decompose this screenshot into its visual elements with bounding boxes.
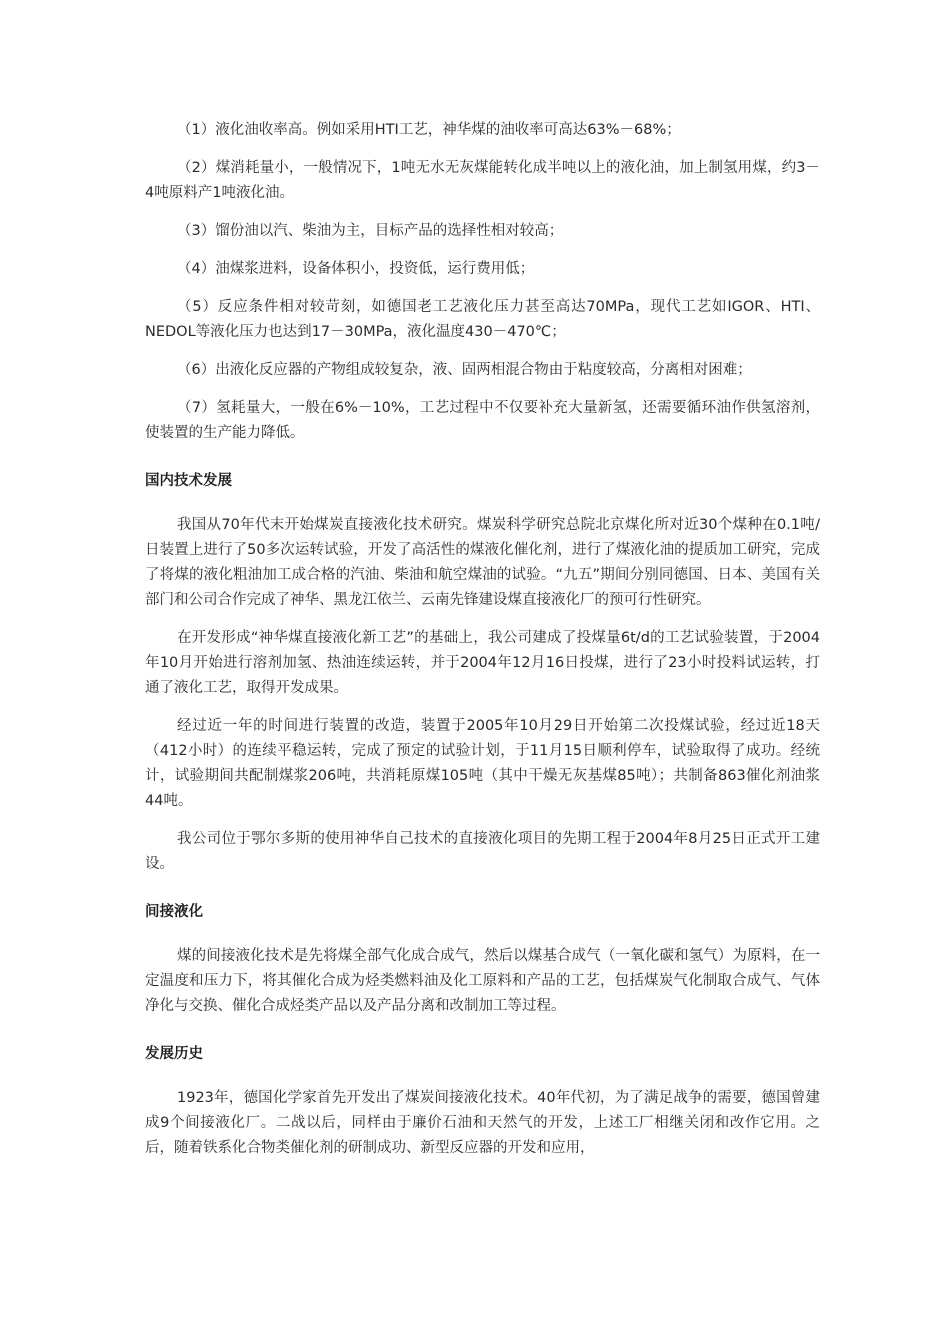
section-heading-indirect: 间接液化 <box>145 904 203 920</box>
list-item-2: （2）煤消耗量小，一般情况下，1吨无水无灰煤能转化成半吨以上的液化油，加上制氢用煤，约3－4吨原料产1吨液化油。 <box>145 160 820 201</box>
section-heading-history: 发展历史 <box>145 1046 203 1062</box>
list-item-7: （7）氢耗量大，一般在6%－10%，工艺过程中不仅要补充大量新氢，还需要循环油作供氢溶剂，使装置的生产能力降低。 <box>145 400 820 441</box>
domestic-paragraph-1: 我国从70年代末开始煤炭直接液化技术研究。煤炭科学研究总院北京煤化所对近30个煤种在0.1吨/日装置上进行了50多次运转试验，开发了高活性的煤液化催化剂，进行了煤液化油的提质加工研究，完成了将煤的液化粗油加工成合格的汽油、柴油和航空煤油的试验。“九五”期间分别同德国、日本、美国有关部门和公司合作完成了神华、黑龙江依兰、云南先锋建设煤直接液化厂的预可行性研究。 <box>145 517 820 608</box>
history-paragraph-1: 1923年，德国化学家首先开发出了煤炭间接液化技术。40年代初，为了满足战争的需要，德国曾建成9个间接液化厂。二战以后，同样由于廉价石油和天然气的开发，上述工厂相继关闭和改作它用。之后，随着铁系化合物类催化剂的研制成功、新型反应器的开发和应用， <box>145 1090 820 1156</box>
list-item-4: （4）油煤浆进料，设备体积小，投资低，运行费用低； <box>177 261 535 277</box>
document-page <box>145 118 820 1174</box>
section-heading-domestic: 国内技术发展 <box>145 473 232 489</box>
list-item-5: （5）反应条件相对较苛刻，如德国老工艺液化压力甚至高达70MPa，现代工艺如IGOR、HTI、NEDOL等液化压力也达到17－30MPa，液化温度430－470℃； <box>145 299 820 340</box>
list-item-1: （1）液化油收率高。例如采用HTI工艺，神华煤的油收率可高达63%－68%； <box>177 122 681 138</box>
domestic-paragraph-3: 经过近一年的时间进行装置的改造，装置于2005年10月29日开始第二次投煤试验，经过近18天（412小时）的连续平稳运转，完成了预定的试验计划，于11月15日顺利停车，试验取得了成功。经统计，试验期间共配制煤浆206吨，共消耗原煤105吨（其中干燥无灰基煤85吨）；共制备863催化剂油浆44吨。 <box>145 718 820 809</box>
domestic-paragraph-2: 在开发形成“神华煤直接液化新工艺”的基础上，我公司建成了投煤量6t/d的工艺试验装置，于2004年10月开始进行溶剂加氢、热油连续运转，并于2004年12月16日投煤，进行了23小时投料试运转，打通了液化工艺，取得开发成果。 <box>145 630 820 696</box>
indirect-paragraph-1: 煤的间接液化技术是先将煤全部气化成合成气，然后以煤基合成气（一氧化碳和氢气）为原料，在一定温度和压力下，将其催化合成为烃类燃料油及化工原料和产品的工艺，包括煤炭气化制取合成气、气体净化与交换、催化合成烃类产品以及产品分离和改制加工等过程。 <box>145 948 820 1014</box>
list-item-6: （6）出液化反应器的产物组成较复杂，液、固两相混合物由于粘度较高，分离相对困难； <box>177 362 752 378</box>
domestic-paragraph-4: 我公司位于鄂尔多斯的使用神华自己技术的直接液化项目的先期工程于2004年8月25日正式开工建设。 <box>145 831 820 872</box>
list-item-3: （3）馏份油以汽、柴油为主，目标产品的选择性相对较高； <box>177 223 564 239</box>
